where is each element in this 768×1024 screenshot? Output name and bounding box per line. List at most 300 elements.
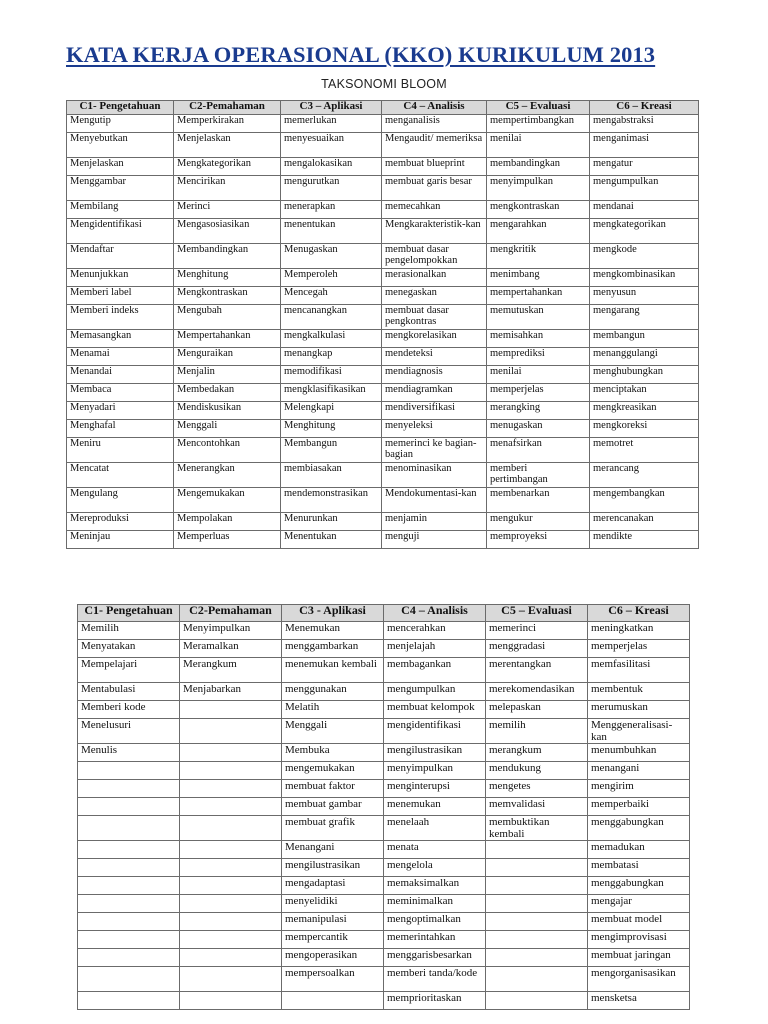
table-cell: Menggeneralisasi-kan: [588, 719, 690, 744]
table-cell: [180, 841, 282, 859]
table-cell: membuat blueprint: [382, 158, 487, 176]
table-cell: [486, 841, 588, 859]
table-cell: menghubungkan: [590, 366, 699, 384]
table-cell: Memasangkan: [67, 330, 174, 348]
table-cell: Memilih: [78, 622, 180, 640]
column-header: C6 – Kreasi: [590, 101, 699, 115]
table-row: [78, 877, 690, 895]
table-cell: [282, 992, 384, 1010]
table-cell: mengoperasikan: [282, 949, 384, 967]
table-cell: merumuskan: [588, 701, 690, 719]
table-cell: menyelidiki: [282, 895, 384, 913]
table-cell: menciptakan: [590, 384, 699, 402]
table-cell: memadukan: [588, 841, 690, 859]
table-row: [67, 463, 699, 488]
table-cell: mempertahankan: [487, 287, 590, 305]
table-cell: Memperoleh: [281, 269, 382, 287]
table-cell: Memberi kode: [78, 701, 180, 719]
column-header: C5 – Evaluasi: [487, 101, 590, 115]
table-cell: Menghitung: [174, 269, 281, 287]
table-cell: mendiversifikasi: [382, 402, 487, 420]
table-cell: mengkorelasikan: [382, 330, 487, 348]
table-cell: Menjalin: [174, 366, 281, 384]
table-row: [67, 158, 699, 176]
table-cell: menggabungkan: [588, 816, 690, 841]
table-cell: Meniru: [67, 438, 174, 463]
table-cell: mengimprovisasi: [588, 931, 690, 949]
table-cell: mengilustrasikan: [282, 859, 384, 877]
table-cell: membuat garis besar: [382, 176, 487, 201]
table-row: [78, 683, 690, 701]
table-cell: [180, 719, 282, 744]
table-cell: [78, 949, 180, 967]
table-cell: Mencegah: [281, 287, 382, 305]
table-cell: merangking: [487, 402, 590, 420]
table-cell: memerintahkan: [384, 931, 486, 949]
table-cell: membuat jaringan: [588, 949, 690, 967]
table-cell: menemukan kembali: [282, 658, 384, 683]
table-cell: Menugaskan: [281, 244, 382, 269]
table-cell: Mengulang: [67, 488, 174, 513]
table-cell: [486, 992, 588, 1010]
table-cell: menggabungkan: [588, 877, 690, 895]
table-cell: menggarisbesarkan: [384, 949, 486, 967]
table-cell: Meramalkan: [180, 640, 282, 658]
table-cell: menegaskan: [382, 287, 487, 305]
table-cell: memanipulasi: [282, 913, 384, 931]
table-cell: [180, 877, 282, 895]
table-cell: Menjelaskan: [174, 133, 281, 158]
table-cell: menyesuaikan: [281, 133, 382, 158]
table-cell: Melatih: [282, 701, 384, 719]
table-cell: merencanakan: [590, 513, 699, 531]
table-cell: Menghafal: [67, 420, 174, 438]
table-cell: Mengidentifikasi: [67, 219, 174, 244]
table-cell: Mencirikan: [174, 176, 281, 201]
table-cell: mendikte: [590, 531, 699, 549]
table-cell: Menamai: [67, 348, 174, 366]
table-cell: memerinci ke bagian-bagian: [382, 438, 487, 463]
table-cell: Menurunkan: [281, 513, 382, 531]
table-cell: Membandingkan: [174, 244, 281, 269]
table-row: [78, 816, 690, 841]
table-cell: meminimalkan: [384, 895, 486, 913]
table-cell: memproyeksi: [487, 531, 590, 549]
table-cell: Mengkarakteristik-kan: [382, 219, 487, 244]
table-row: [67, 305, 699, 330]
table-cell: mengatur: [590, 158, 699, 176]
table-row: [78, 931, 690, 949]
table-cell: Menyadari: [67, 402, 174, 420]
table-cell: memilih: [486, 719, 588, 744]
table-cell: mengumpulkan: [590, 176, 699, 201]
table-cell: [78, 913, 180, 931]
table-cell: memodifikasi: [281, 366, 382, 384]
table-cell: [78, 841, 180, 859]
table-row: [67, 330, 699, 348]
table-cell: [486, 877, 588, 895]
table-cell: Mengasosiasikan: [174, 219, 281, 244]
table-cell: Menjabarkan: [180, 683, 282, 701]
table-cell: mempercantik: [282, 931, 384, 949]
table-row: [78, 640, 690, 658]
table-cell: memutuskan: [487, 305, 590, 330]
table-cell: Menemukan: [282, 622, 384, 640]
table-cell: mengembangkan: [590, 488, 699, 513]
table-cell: memaksimalkan: [384, 877, 486, 895]
table-cell: [78, 931, 180, 949]
column-header: C4 – Analisis: [382, 101, 487, 115]
table-cell: memerinci: [486, 622, 588, 640]
table-cell: menyeleksi: [382, 420, 487, 438]
table-cell: membuat gambar: [282, 798, 384, 816]
column-header: C2-Pemahaman: [180, 605, 282, 622]
table-cell: mendeteksi: [382, 348, 487, 366]
column-header: C1- Pengetahuan: [67, 101, 174, 115]
table-cell: menyimpulkan: [487, 176, 590, 201]
table-cell: [180, 780, 282, 798]
table-cell: merasionalkan: [382, 269, 487, 287]
table-cell: mengkritik: [487, 244, 590, 269]
table-cell: mendanai: [590, 201, 699, 219]
page-title: KATA KERJA OPERASIONAL (KKO) KURIKULUM 2013: [66, 42, 656, 67]
table-cell: [486, 859, 588, 877]
table-row: [78, 949, 690, 967]
table-cell: [180, 949, 282, 967]
table-cell: menginterupsi: [384, 780, 486, 798]
table-row: [78, 780, 690, 798]
table-cell: mengorganisasikan: [588, 967, 690, 992]
table-row: [67, 201, 699, 219]
table-cell: Mengubah: [174, 305, 281, 330]
table-cell: Menangani: [282, 841, 384, 859]
kko-table-1: [66, 100, 699, 549]
table-cell: membatasi: [588, 859, 690, 877]
table-cell: membangun: [590, 330, 699, 348]
table-cell: menyusun: [590, 287, 699, 305]
table-cell: mensketsa: [588, 992, 690, 1010]
table-row: [67, 531, 699, 549]
table-cell: menimbang: [487, 269, 590, 287]
table-cell: Membangun: [281, 438, 382, 463]
table-row: [67, 384, 699, 402]
table-cell: mengadaptasi: [282, 877, 384, 895]
table-cell: Mempertahankan: [174, 330, 281, 348]
table-cell: mengkombinasikan: [590, 269, 699, 287]
table-cell: [180, 895, 282, 913]
table-cell: mengalokasikan: [281, 158, 382, 176]
table-cell: [180, 992, 282, 1010]
table-cell: mengarang: [590, 305, 699, 330]
table-cell: membentuk: [588, 683, 690, 701]
table-cell: membuat dasar pengelompokkan: [382, 244, 487, 269]
column-header: C5 – Evaluasi: [486, 605, 588, 622]
table-cell: mengirim: [588, 780, 690, 798]
table-row: [67, 219, 699, 244]
table-cell: Membaca: [67, 384, 174, 402]
table-cell: menganalisis: [382, 115, 487, 133]
table-cell: Membilang: [67, 201, 174, 219]
table-cell: Mengaudit/ memeriksa: [382, 133, 487, 158]
table-cell: menjamin: [382, 513, 487, 531]
table-cell: [78, 967, 180, 992]
table-cell: [180, 816, 282, 841]
table-cell: Menjelaskan: [67, 158, 174, 176]
table-row: [67, 402, 699, 420]
table-cell: menemukan: [384, 798, 486, 816]
table-cell: Menelusuri: [78, 719, 180, 744]
table-header-row: [78, 605, 690, 622]
table-cell: [486, 931, 588, 949]
table-cell: memvalidasi: [486, 798, 588, 816]
table-cell: [78, 859, 180, 877]
table-row: [78, 913, 690, 931]
table-cell: menjelajah: [384, 640, 486, 658]
table-row: [67, 244, 699, 269]
table-cell: menilai: [487, 133, 590, 158]
table-cell: [78, 877, 180, 895]
table-cell: menganimasi: [590, 133, 699, 158]
table-cell: mengabstraksi: [590, 115, 699, 133]
table-cell: membuat model: [588, 913, 690, 931]
table-cell: Mendiskusikan: [174, 402, 281, 420]
table-cell: merangkum: [486, 744, 588, 762]
table-cell: mengetes: [486, 780, 588, 798]
table-cell: menggambarkan: [282, 640, 384, 658]
table-cell: memperjelas: [487, 384, 590, 402]
table-cell: Mencontohkan: [174, 438, 281, 463]
column-header: C6 – Kreasi: [588, 605, 690, 622]
table-row: [67, 348, 699, 366]
table-row: [67, 488, 699, 513]
column-header: C2-Pemahaman: [174, 101, 281, 115]
table-cell: meningkatkan: [588, 622, 690, 640]
table-cell: Menggali: [174, 420, 281, 438]
table-row: [67, 115, 699, 133]
table-cell: [78, 992, 180, 1010]
table-row: [78, 992, 690, 1010]
table-cell: memperbaiki: [588, 798, 690, 816]
table-cell: melepaskan: [486, 701, 588, 719]
table-cell: mengkalkulasi: [281, 330, 382, 348]
kko-table-2: [77, 604, 690, 1010]
table-cell: mengemukakan: [282, 762, 384, 780]
table-cell: Menguraikan: [174, 348, 281, 366]
table-row: [67, 438, 699, 463]
table-cell: [180, 744, 282, 762]
table-cell: mendukung: [486, 762, 588, 780]
table-cell: [78, 780, 180, 798]
table-row: [78, 762, 690, 780]
column-header: C4 – Analisis: [384, 605, 486, 622]
table-cell: memberi tanda/kode: [384, 967, 486, 992]
table-cell: [486, 895, 588, 913]
table-cell: mengelola: [384, 859, 486, 877]
table-cell: mengoptimalkan: [384, 913, 486, 931]
table-cell: Menyatakan: [78, 640, 180, 658]
table-cell: Menunjukkan: [67, 269, 174, 287]
table-cell: [180, 931, 282, 949]
table-cell: Mengkontraskan: [174, 287, 281, 305]
table-cell: Memberi label: [67, 287, 174, 305]
table-cell: Memperkirakan: [174, 115, 281, 133]
table-cell: mengilustrasikan: [384, 744, 486, 762]
table-cell: menggunakan: [282, 683, 384, 701]
table-row: [67, 133, 699, 158]
table-cell: mengkontraskan: [487, 201, 590, 219]
table-cell: menyimpulkan: [384, 762, 486, 780]
table-cell: membuat faktor: [282, 780, 384, 798]
table-cell: Membedakan: [174, 384, 281, 402]
table-cell: Mencatat: [67, 463, 174, 488]
table-cell: Mentabulasi: [78, 683, 180, 701]
table-cell: memfasilitasi: [588, 658, 690, 683]
table-cell: mengurutkan: [281, 176, 382, 201]
table-cell: Mendaftar: [67, 244, 174, 269]
table-cell: [486, 913, 588, 931]
column-header: C3 - Aplikasi: [282, 605, 384, 622]
table-cell: Mendokumentasi-kan: [382, 488, 487, 513]
table-row: [78, 658, 690, 683]
table-cell: Mereproduksi: [67, 513, 174, 531]
table-cell: Menggambar: [67, 176, 174, 201]
table-cell: menangkap: [281, 348, 382, 366]
table-cell: [78, 762, 180, 780]
table-cell: merekomendasikan: [486, 683, 588, 701]
table-cell: merancang: [590, 463, 699, 488]
table-cell: membuat kelompok: [384, 701, 486, 719]
table-cell: mempersoalkan: [282, 967, 384, 992]
table-cell: merentangkan: [486, 658, 588, 683]
table-cell: [486, 967, 588, 992]
table-cell: Menyimpulkan: [180, 622, 282, 640]
table-cell: menangani: [588, 762, 690, 780]
table-cell: Menggali: [282, 719, 384, 744]
table-cell: memisahkan: [487, 330, 590, 348]
table-row: [78, 701, 690, 719]
table-cell: menafsirkan: [487, 438, 590, 463]
table-cell: menata: [384, 841, 486, 859]
table-cell: Mengemukakan: [174, 488, 281, 513]
table-row: [78, 859, 690, 877]
table-cell: Menandai: [67, 366, 174, 384]
table-cell: membagankan: [384, 658, 486, 683]
table-cell: membandingkan: [487, 158, 590, 176]
table-cell: menelaah: [384, 816, 486, 841]
table-cell: membiasakan: [281, 463, 382, 488]
table-cell: menentukan: [281, 219, 382, 244]
table-cell: membuat grafik: [282, 816, 384, 841]
table-cell: [180, 967, 282, 992]
table-cell: [180, 798, 282, 816]
table-row: [67, 287, 699, 305]
column-header: C3 – Aplikasi: [281, 101, 382, 115]
table-row: [67, 366, 699, 384]
table-cell: memprediksi: [487, 348, 590, 366]
table-cell: [486, 949, 588, 967]
table-row: [78, 895, 690, 913]
table-subtitle: TAKSONOMI BLOOM: [321, 77, 447, 91]
table-cell: Memperluas: [174, 531, 281, 549]
table-cell: memberi pertimbangan: [487, 463, 590, 488]
table-cell: menominasikan: [382, 463, 487, 488]
table-cell: menerapkan: [281, 201, 382, 219]
table-cell: Mempelajari: [78, 658, 180, 683]
table-cell: memerlukan: [281, 115, 382, 133]
table-row: [78, 798, 690, 816]
table-cell: mengklasifikasikan: [281, 384, 382, 402]
table-row: [78, 622, 690, 640]
table-cell: Menentukan: [281, 531, 382, 549]
table-cell: mendiagnosis: [382, 366, 487, 384]
table-cell: Mempolakan: [174, 513, 281, 531]
table-cell: mengkreasikan: [590, 402, 699, 420]
table-cell: mengukur: [487, 513, 590, 531]
table-cell: menanggulangi: [590, 348, 699, 366]
table-row: [67, 176, 699, 201]
table-cell: Melengkapi: [281, 402, 382, 420]
table-cell: membuktikan kembali: [486, 816, 588, 841]
table-row: [78, 744, 690, 762]
table-cell: mengumpulkan: [384, 683, 486, 701]
table-cell: mengkode: [590, 244, 699, 269]
table-cell: menumbuhkan: [588, 744, 690, 762]
table-cell: Menulis: [78, 744, 180, 762]
table-cell: Meninjau: [67, 531, 174, 549]
table-cell: Membuka: [282, 744, 384, 762]
table-cell: memprioritaskan: [384, 992, 486, 1010]
table-cell: [180, 701, 282, 719]
table-cell: menugaskan: [487, 420, 590, 438]
table-cell: mempertimbangkan: [487, 115, 590, 133]
table-cell: Merinci: [174, 201, 281, 219]
table-cell: mencerahkan: [384, 622, 486, 640]
table-row: [67, 269, 699, 287]
table-cell: mendemonstrasikan: [281, 488, 382, 513]
table-row: [78, 719, 690, 744]
table-cell: membenarkan: [487, 488, 590, 513]
table-cell: mengidentifikasi: [384, 719, 486, 744]
table-cell: Mengkategorikan: [174, 158, 281, 176]
table-cell: Mengutip: [67, 115, 174, 133]
table-cell: mengarahkan: [487, 219, 590, 244]
column-header: C1- Pengetahuan: [78, 605, 180, 622]
table-row: [78, 967, 690, 992]
table-header-row: [67, 101, 699, 115]
table-cell: memotret: [590, 438, 699, 463]
table-cell: [78, 816, 180, 841]
table-cell: memperjelas: [588, 640, 690, 658]
table-cell: menguji: [382, 531, 487, 549]
table-cell: Memberi indeks: [67, 305, 174, 330]
table-cell: [78, 895, 180, 913]
table-cell: [78, 798, 180, 816]
table-row: [78, 841, 690, 859]
table-row: [67, 420, 699, 438]
table-cell: Menyebutkan: [67, 133, 174, 158]
table-row: [67, 513, 699, 531]
table-cell: mengkoreksi: [590, 420, 699, 438]
table-cell: [180, 762, 282, 780]
table-cell: Menerangkan: [174, 463, 281, 488]
table-cell: mencanangkan: [281, 305, 382, 330]
table-cell: membuat dasar pengkontras: [382, 305, 487, 330]
table-cell: mengkategorikan: [590, 219, 699, 244]
table-cell: memecahkan: [382, 201, 487, 219]
table-cell: [180, 913, 282, 931]
table-cell: Menghitung: [281, 420, 382, 438]
table-cell: menilai: [487, 366, 590, 384]
